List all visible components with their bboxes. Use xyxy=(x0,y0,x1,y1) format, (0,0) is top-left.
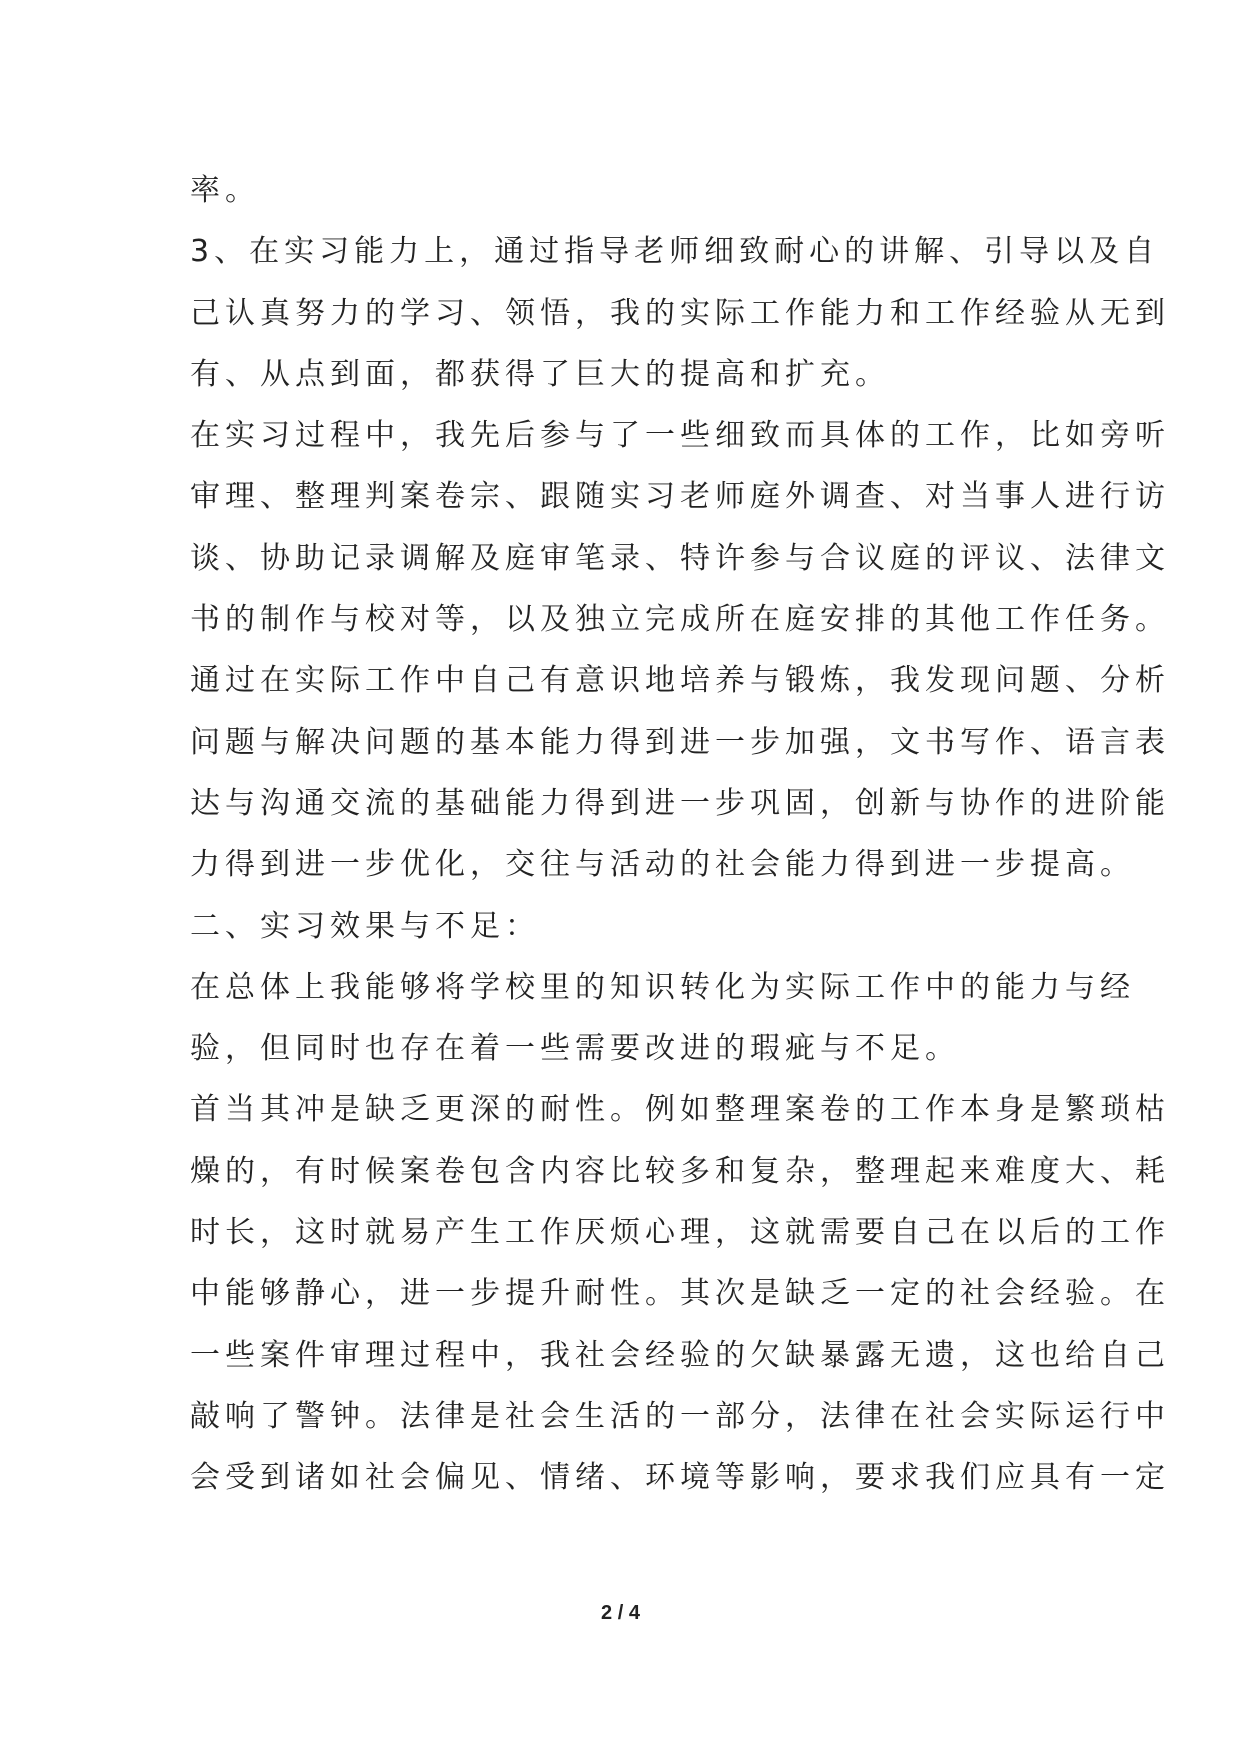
text-line: 在实习过程中，我先后参与了一些细致而具体的工作，比如旁听 xyxy=(190,418,1170,454)
text-line: 首当其冲是缺乏更深的耐性。例如整理案卷的工作本身是繁琐枯 xyxy=(190,1092,1170,1128)
text-line: 通过在实际工作中自己有意识地培养与锻炼，我发现问题、分析 xyxy=(190,663,1170,699)
text-line: 书的制作与校对等，以及独立完成所在庭安排的其他工作任务。 xyxy=(190,602,1170,638)
text-line: 会受到诸如社会偏见、情绪、环境等影响，要求我们应具有一定 xyxy=(190,1460,1170,1496)
text-line: 验，但同时也存在着一些需要改进的瑕疵与不足。 xyxy=(190,1031,960,1067)
text-line: 有、从点到面，都获得了巨大的提高和扩充。 xyxy=(190,356,890,392)
text-line: 谈、协助记录调解及庭审笔录、特许参与合议庭的评议、法律文 xyxy=(190,540,1170,576)
body-text xyxy=(190,160,1170,1509)
text-line: 敲响了警钟。法律是社会生活的一部分，法律在社会实际运行中 xyxy=(190,1398,1170,1434)
text-line: 达与沟通交流的基础能力得到进一步巩固，创新与协作的进阶能 xyxy=(190,785,1170,821)
text-line: 中能够静心，进一步提升耐性。其次是缺乏一定的社会经验。在 xyxy=(190,1276,1170,1312)
text-line: 力得到进一步优化，交往与活动的社会能力得到进一步提高。 xyxy=(190,847,1135,883)
text-line: 3、在实习能力上，通过指导老师细致耐心的讲解、引导以及自 xyxy=(190,234,1160,270)
text-line: 审理、整理判案卷宗、跟随实习老师庭外调查、对当事人进行访 xyxy=(190,479,1170,515)
section-heading: 二、实习效果与不足： xyxy=(190,908,540,944)
page-number: 2 / 4 xyxy=(601,1602,640,1624)
text-line: 在总体上我能够将学校里的知识转化为实际工作中的能力与经 xyxy=(190,969,1135,1005)
text-line: 率。 xyxy=(190,173,260,208)
text-line: 燥的，有时候案卷包含内容比较多和复杂，整理起来难度大、耗 xyxy=(190,1153,1170,1189)
text-line: 一些案件审理过程中，我社会经验的欠缺暴露无遗，这也给自己 xyxy=(190,1337,1170,1373)
text-line: 时长，这时就易产生工作厌烦心理，这就需要自己在以后的工作 xyxy=(190,1215,1170,1251)
text-line: 问题与解决问题的基本能力得到进一步加强，文书写作、语言表 xyxy=(190,724,1170,760)
text-line: 己认真努力的学习、领悟，我的实际工作能力和工作经验从无到 xyxy=(190,295,1170,331)
